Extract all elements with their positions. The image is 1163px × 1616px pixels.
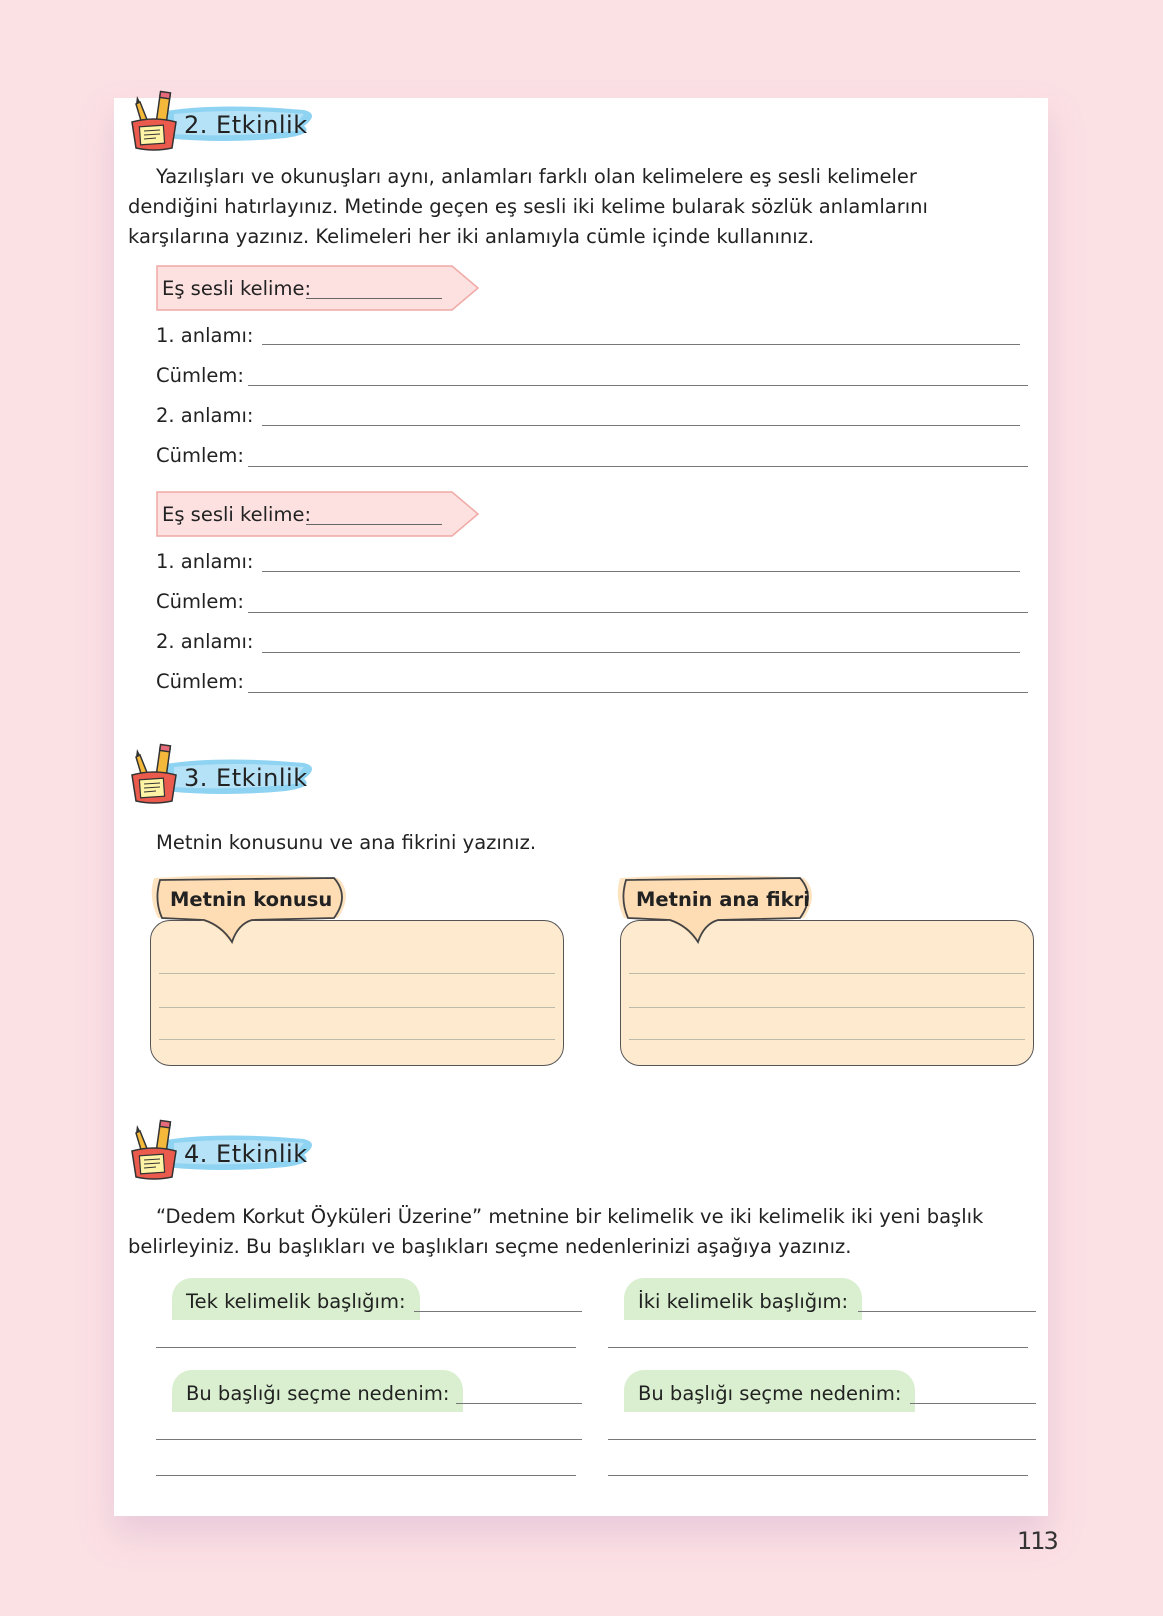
sentence-1-input-line[interactable]: [248, 385, 1028, 386]
reason-2-extra-line-1[interactable]: [608, 1439, 1036, 1440]
reason-1-input-line[interactable]: [456, 1403, 582, 1404]
reason-1-extra-line-1[interactable]: [156, 1439, 582, 1440]
homonym-tag-2: [156, 491, 480, 537]
homonym-word-input-line[interactable]: [306, 524, 442, 525]
activity-2-instruction: [128, 162, 1008, 252]
topic-bubble-tag: [148, 874, 358, 944]
meaning-1-label: 1. anlamı:: [156, 324, 254, 347]
activity-2-heading: [128, 90, 318, 150]
activity-4-instruction: [128, 1202, 1008, 1262]
two-word-title-input-line[interactable]: [858, 1311, 1036, 1312]
meaning-1-label: 1. anlamı:: [156, 550, 254, 573]
sentence-2-input-line[interactable]: [248, 692, 1028, 693]
reason-2-input-line[interactable]: [910, 1403, 1036, 1404]
page-number: 113: [1017, 1527, 1057, 1555]
pencil-cup-icon: [128, 90, 180, 152]
sentence-2-label: Cümlem:: [156, 444, 244, 467]
activity-3-instruction: Metnin konusunu ve ana fikrini yazınız.: [156, 831, 537, 854]
two-word-title-extra-line[interactable]: [608, 1347, 1028, 1348]
sentence-1-label: Cümlem:: [156, 590, 244, 613]
two-word-title-label: İki kelimelik başlığım:: [624, 1278, 862, 1320]
reason-1-extra-line-2[interactable]: [156, 1475, 576, 1476]
reason-2-extra-line-2[interactable]: [608, 1475, 1028, 1476]
main-idea-bubble-tag: [614, 874, 824, 944]
worksheet-page: [114, 98, 1048, 1516]
activity-4-title: 4. Etkinlik: [184, 1140, 308, 1168]
activity-2-title: 2. Etkinlik: [184, 111, 308, 139]
meaning-2-label: 2. anlamı:: [156, 404, 254, 427]
homonym-word-label: Eş sesli kelime:: [162, 277, 312, 300]
pencil-cup-icon: [128, 1119, 180, 1181]
one-word-title-label: Tek kelimelik başlığım:: [172, 1278, 420, 1320]
homonym-word-label: Eş sesli kelime:: [162, 503, 312, 526]
activity-3-title: 3. Etkinlik: [184, 764, 308, 792]
meaning-1-input-line[interactable]: [262, 344, 1020, 345]
homonym-tag-1: [156, 265, 480, 311]
sentence-2-label: Cümlem:: [156, 670, 244, 693]
activity-2-instruction-text: Yazılışları ve okunuşları aynı, anlamları farklı olan kelimelere eş sesli kelimeler dendiğini hatırlayınız. Metinde geçen eş sesli iki kelime bularak sözlük anlamlarını karşılarına yazınız. Kelimeleri her iki anlamıyla cümle içinde kullanınız.: [128, 165, 928, 248]
sentence-2-input-line[interactable]: [248, 466, 1028, 467]
topic-label: Metnin konusu: [170, 888, 333, 911]
one-word-title-input-line[interactable]: [414, 1311, 582, 1312]
homonym-word-input-line[interactable]: [306, 298, 442, 299]
activity-4-instruction-text: “Dedem Korkut Öyküleri Üzerine” metnine bir kelimelik ve iki kelimelik iki yeni başlık belirleyiniz. Bu başlıkları ve başlıkları seçme nedenlerinizi aşağıya yazınız.: [128, 1205, 984, 1258]
one-word-title-extra-line[interactable]: [156, 1347, 576, 1348]
meaning-1-input-line[interactable]: [262, 571, 1020, 572]
meaning-2-label: 2. anlamı:: [156, 630, 254, 653]
reason-2-label: Bu başlığı seçme nedenim:: [624, 1370, 915, 1412]
sentence-1-input-line[interactable]: [248, 612, 1028, 613]
sentence-1-label: Cümlem:: [156, 364, 244, 387]
pencil-cup-icon: [128, 743, 180, 805]
meaning-2-input-line[interactable]: [262, 425, 1020, 426]
meaning-2-input-line[interactable]: [262, 652, 1020, 653]
main-idea-label: Metnin ana fikri: [636, 888, 810, 911]
reason-1-label: Bu başlığı seçme nedenim:: [172, 1370, 463, 1412]
activity-4-heading: [128, 1119, 318, 1179]
activity-3-heading: [128, 743, 318, 803]
